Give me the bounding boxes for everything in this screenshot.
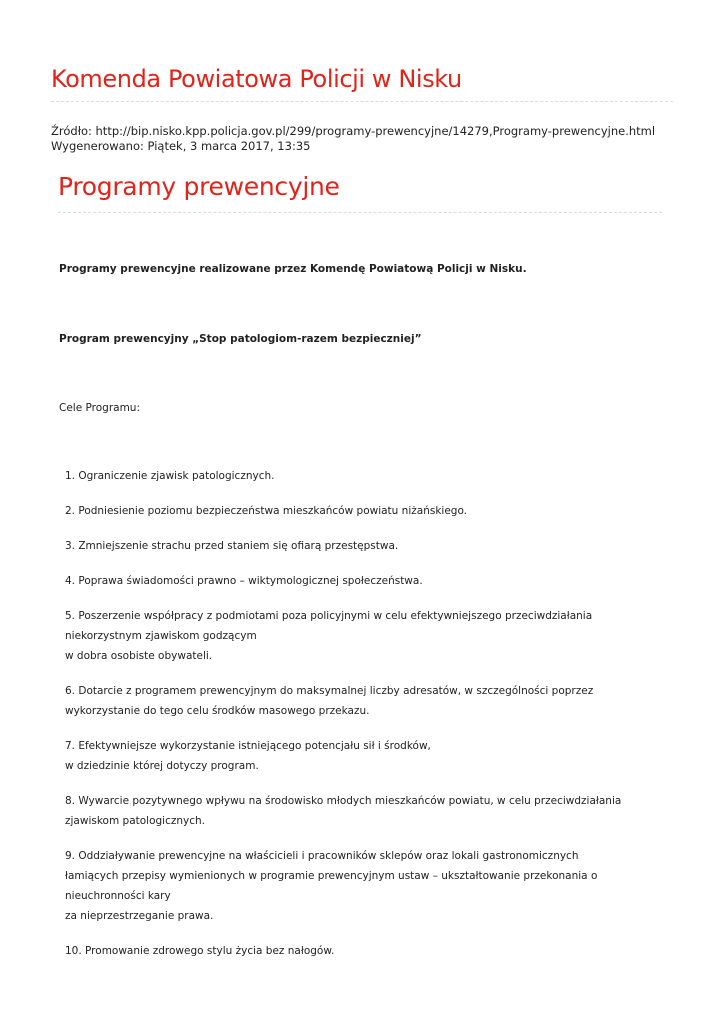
intro-paragraph: Programy prewencyjne realizowane przez Komendę Powiatową Policji w Nisku. <box>59 263 527 275</box>
generated-line: Wygenerowano: Piątek, 3 marca 2017, 13:35 <box>51 138 311 153</box>
goal-item-line: 10. Promowanie zdrowego stylu życia bez nałogów. <box>65 945 335 957</box>
goal-item-line: 1. Ograniczenie zjawisk patologicznych. <box>65 470 275 482</box>
goal-item-line: za nieprzestrzeganie prawa. <box>65 910 214 922</box>
goal-item-line: 7. Efektywniejsze wykorzystanie istniejącego potencjału sił i środków, <box>65 740 431 752</box>
goal-item <box>65 466 274 486</box>
goal-item-line: wykorzystanie do tego celu środków masowego przekazu. <box>65 705 370 717</box>
goal-item <box>65 501 467 521</box>
goal-item-line: 8. Wywarcie pozytywnego wpływu na środowisko młodych mieszkańców powiatu, w celu przeciwdziałania <box>65 795 622 807</box>
goal-item <box>65 571 423 591</box>
goal-item-line: 5. Poszerzenie współpracy z podmiotami poza policyjnymi w celu efektywniejszego przeciwdziałania <box>65 610 593 622</box>
goal-item <box>65 941 334 961</box>
goal-item-line: 4. Poprawa świadomości prawno – wiktymologicznej społeczeństwa. <box>65 575 423 587</box>
title-divider <box>58 212 662 213</box>
header-divider <box>51 101 673 102</box>
goal-item <box>65 681 593 721</box>
goal-item <box>65 736 431 776</box>
source-line: Źródło: http://bip.nisko.kpp.policja.gov.pl/299/programy-prewencyjne/14279,Programy-prewencyjne.html <box>51 124 656 138</box>
goal-item-line: w dobra osobiste obywateli. <box>65 650 213 662</box>
goal-item-line: 6. Dotarcie z programem prewencyjnym do maksymalnej liczby adresatów, w szczególności poprzez <box>65 685 594 697</box>
goal-item <box>65 846 597 926</box>
goal-item-line: w dziedzinie której dotyczy program. <box>65 760 259 772</box>
site-title: Komenda Powiatowa Policji w Nisku <box>51 65 462 93</box>
goal-item-line: łamiących przepisy wymienionych w programie prewencyjnym ustaw – ukształtowanie przekonania o <box>65 870 598 882</box>
goal-item-line: 9. Oddziaływanie prewencyjne na właścicieli i pracowników sklepów oraz lokali gastronomicznych <box>65 850 579 862</box>
goal-item-line: 2. Podniesienie poziomu bezpieczeństwa mieszkańców powiatu niżańskiego. <box>65 505 468 517</box>
document-meta <box>51 124 655 153</box>
goal-item <box>65 606 592 666</box>
page-title: Programy prewencyjne <box>58 172 340 201</box>
goal-item-line: nieuchronności kary <box>65 890 171 902</box>
goal-item <box>65 536 398 556</box>
goals-heading: Cele Programu: <box>59 402 141 414</box>
goal-item-line: zjawiskom patologicznych. <box>65 815 206 827</box>
goal-item-line: niekorzystnym zjawiskom godzącym <box>65 630 257 642</box>
goal-item <box>65 791 621 831</box>
program-name: Program prewencyjny „Stop patologiom-razem bezpieczniej” <box>59 333 422 345</box>
goal-item-line: 3. Zmniejszenie strachu przed staniem się ofiarą przestępstwa. <box>65 540 399 552</box>
